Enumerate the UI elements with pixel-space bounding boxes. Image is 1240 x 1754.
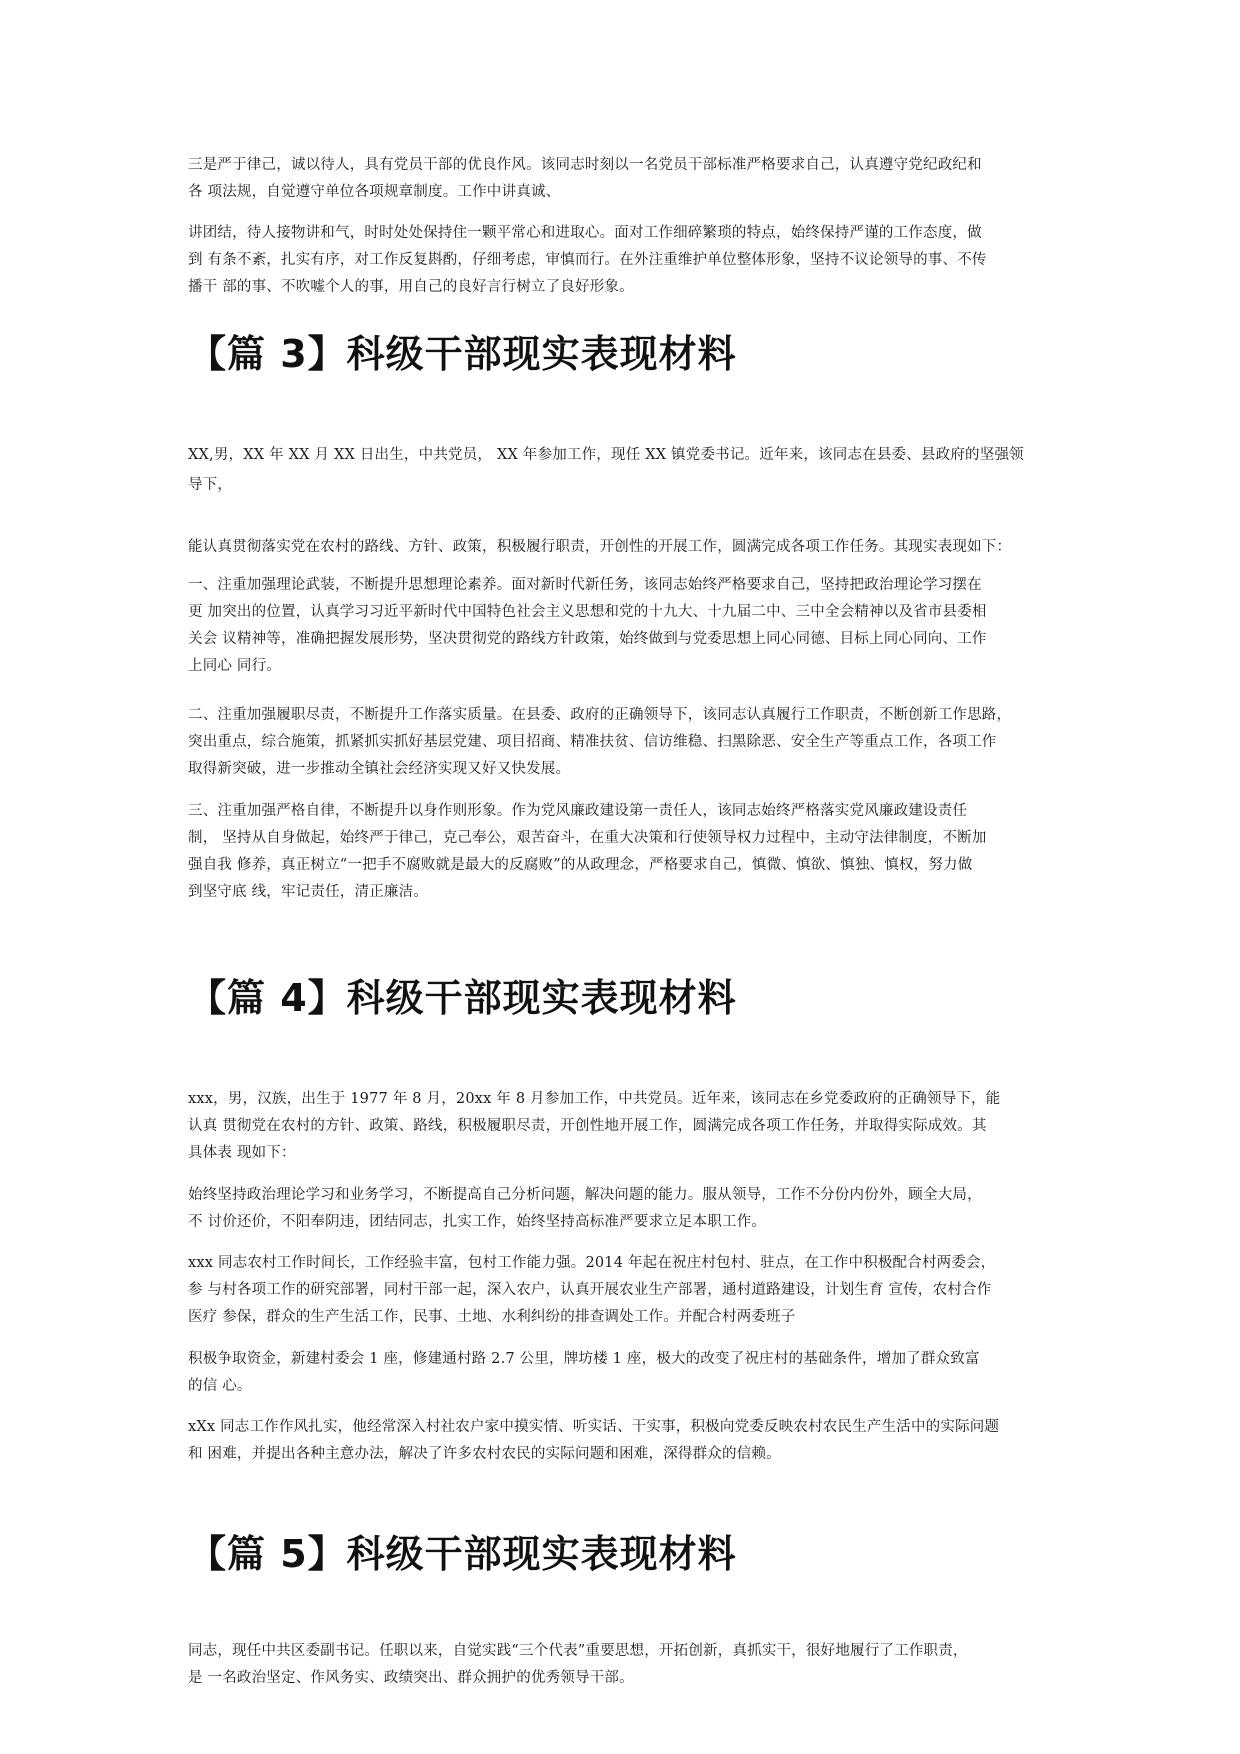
text-line: 上同心 同行。: [188, 658, 282, 674]
text-line: 播干 部的事、不吹嘘个人的事，用自己的良好言行树立了良好形象。: [188, 279, 634, 295]
text-line: 积极争取资金，新建村委会 1 座，修建通村路 2.7 公里，牌坊楼 1 座，极大的改变了祝庄村的基础条件，增加了群众致富: [188, 1351, 980, 1367]
text-line: 讲团结，待人接物讲和气，时时处处保持住一颗平常心和进取心。面对工作细碎繁琐的特点，始终保持严谨的工作态度，做: [188, 225, 982, 241]
text-line: 医疗 参保，群众的生产生活工作，民事、土地、水利纠纷的排查调处工作。并配合村两委班子: [188, 1309, 796, 1325]
text-line: 能认真贯彻落实党在农村的路线、方针、政策，积极履行职责，开创性的开展工作，圆满完成各项工作任务。其现实表现如下：: [188, 539, 1012, 555]
section-4-paragraph-3: [188, 1250, 1058, 1331]
text-line: 到坚守底 线，牢记责任，清正廉洁。: [188, 884, 429, 900]
section-5-paragraph-1: [188, 1638, 1058, 1692]
text-line: 同志，现任中共区委副书记。任职以来，自觉实践“三个代表”重要思想，开拓创新，真抓实干，很好地履行了工作职责，: [188, 1643, 968, 1659]
section-heading-5: 【篇 5】科级干部现实表现材料: [188, 1532, 737, 1576]
text-line: 具体表 现如下：: [188, 1145, 296, 1161]
section-heading-4: 【篇 4】科级干部现实表现材料: [188, 976, 737, 1020]
section-4-paragraph-5: [188, 1414, 1058, 1468]
text-line: 二、注重加强履职尽责，不断提升工作落实质量。在县委、政府的正确领导下，该同志认真履行工作职责，不断创新工作思路，: [188, 707, 1012, 723]
text-line: 的信 心。: [188, 1378, 252, 1394]
text-line: 是 一名政治坚定、作风务实、政绩突出、群众拥护的优秀领导干部。: [188, 1670, 634, 1686]
section-3-paragraph-1: [188, 440, 1058, 500]
text-line: 一、注重加强理论武装，不断提升思想理论素养。面对新时代新任务，该同志始终严格要求自己，坚持把政治理论学习摆在: [188, 577, 982, 593]
intro-paragraph-1: [188, 152, 1058, 206]
intro-paragraph-2: [188, 220, 1058, 301]
section-4-paragraph-2: [188, 1182, 1058, 1236]
section-4-paragraph-1: [188, 1086, 1058, 1167]
text-line: 导下，: [188, 477, 233, 493]
section-3-paragraph-5: [188, 798, 1058, 906]
text-line: xXx 同志工作作风扎实，他经常深入村社农户家中摸实情、听实话、干实事，积极向党委反映农村农民生产生活中的实际问题: [188, 1419, 1000, 1435]
text-line: 参 与村各项工作的研究部署，同村干部一起，深入农户，认真开展农业生产部署，通村道路建设，计划生育 宣传，农村合作: [188, 1282, 992, 1298]
section-3-paragraph-2: [188, 534, 1058, 561]
text-line: XX,男，XX 年 XX 月 XX 日出生，中共党员， XX 年参加工作，现任 XX 镇党委书记。近年来，该同志在县委、县政府的坚强领: [188, 447, 1024, 463]
text-line: 认真 贯彻党在农村的方针、政策、路线，积极履职尽责，开创性地开展工作，圆满完成各项工作任务，并取得实际成效。其: [188, 1118, 987, 1134]
text-line: 三、注重加强严格自律，不断提升以身作则形象。作为党风廉政建设第一责任人，该同志始终严格落实党风廉政建设责任: [188, 803, 968, 819]
section-3-paragraph-4: [188, 702, 1058, 783]
text-line: 更 加突出的位置，认真学习习近平新时代中国特色社会主义思想和党的十九大、十九届二中、三中全会精神以及省市县委相: [188, 604, 987, 620]
text-line: 三是严于律己，诚以待人，具有党员干部的优良作风。该同志时刻以一名党员干部标准严格要求自己，认真遵守党纪政纪和: [188, 157, 982, 173]
text-line: 突出重点，综合施策，抓紧抓实抓好基层党建、项目招商、精准扶贫、信访维稳、扫黑除恶、安全生产等重点工作，各项工作: [188, 734, 997, 750]
text-line: 不 讨价还价，不阳奉阴违，团结同志，扎实工作，始终坚持高标准严要求立足本职工作。: [188, 1214, 767, 1230]
text-line: 和 困难，并提出各种主意办法，解决了许多农村农民的实际问题和困难，深得群众的信赖。: [188, 1446, 781, 1462]
text-line: 到 有条不紊，扎实有序，对工作反复斟酌，仔细考虑，审慎而行。在外注重维护单位整体形象，坚持不议论领导的事、不传: [188, 252, 987, 268]
section-4-paragraph-4: [188, 1346, 1058, 1400]
text-line: 关会 议精神等，准确把握发展形势，坚决贯彻党的路线方针政策，始终做到与党委思想上同心同德、目标上同心同向、工作: [188, 631, 987, 647]
text-line: 制， 坚持从自身做起，始终严于律己，克己奉公，艰苦奋斗，在重大决策和行使领导权力过程中，主动守法律制度，不断加: [188, 830, 987, 846]
text-line: xxx 同志农村工作时间长，工作经验丰富，包村工作能力强。2014 年起在祝庄村包村、驻点，在工作中积极配合村两委会，: [188, 1255, 996, 1271]
section-3-paragraph-3: [188, 572, 1058, 680]
text-line: 始终坚持政治理论学习和业务学习，不断提高自己分析问题，解决问题的能力。服从领导，工作不分份内份外，顾全大局，: [188, 1187, 982, 1203]
section-heading-3: 【篇 3】科级干部现实表现材料: [188, 332, 737, 376]
text-line: 各 项法规，自觉遵守单位各项规章制度。工作中讲真诚、: [188, 184, 561, 200]
text-line: 强自我 修养，真正树立“一把手不腐败就是最大的反腐败”的从政理念，严格要求自己，慎微、慎欲、慎独、慎权，努力做: [188, 857, 973, 873]
text-line: xxx，男，汉族，出生于 1977 年 8 月，20xx 年 8 月参加工作，中共党员。近年来，该同志在乡党委政府的正确领导下，能: [188, 1091, 1001, 1107]
text-line: 取得新突破，进一步推动全镇社会经济实现又好又快发展。: [188, 761, 571, 777]
